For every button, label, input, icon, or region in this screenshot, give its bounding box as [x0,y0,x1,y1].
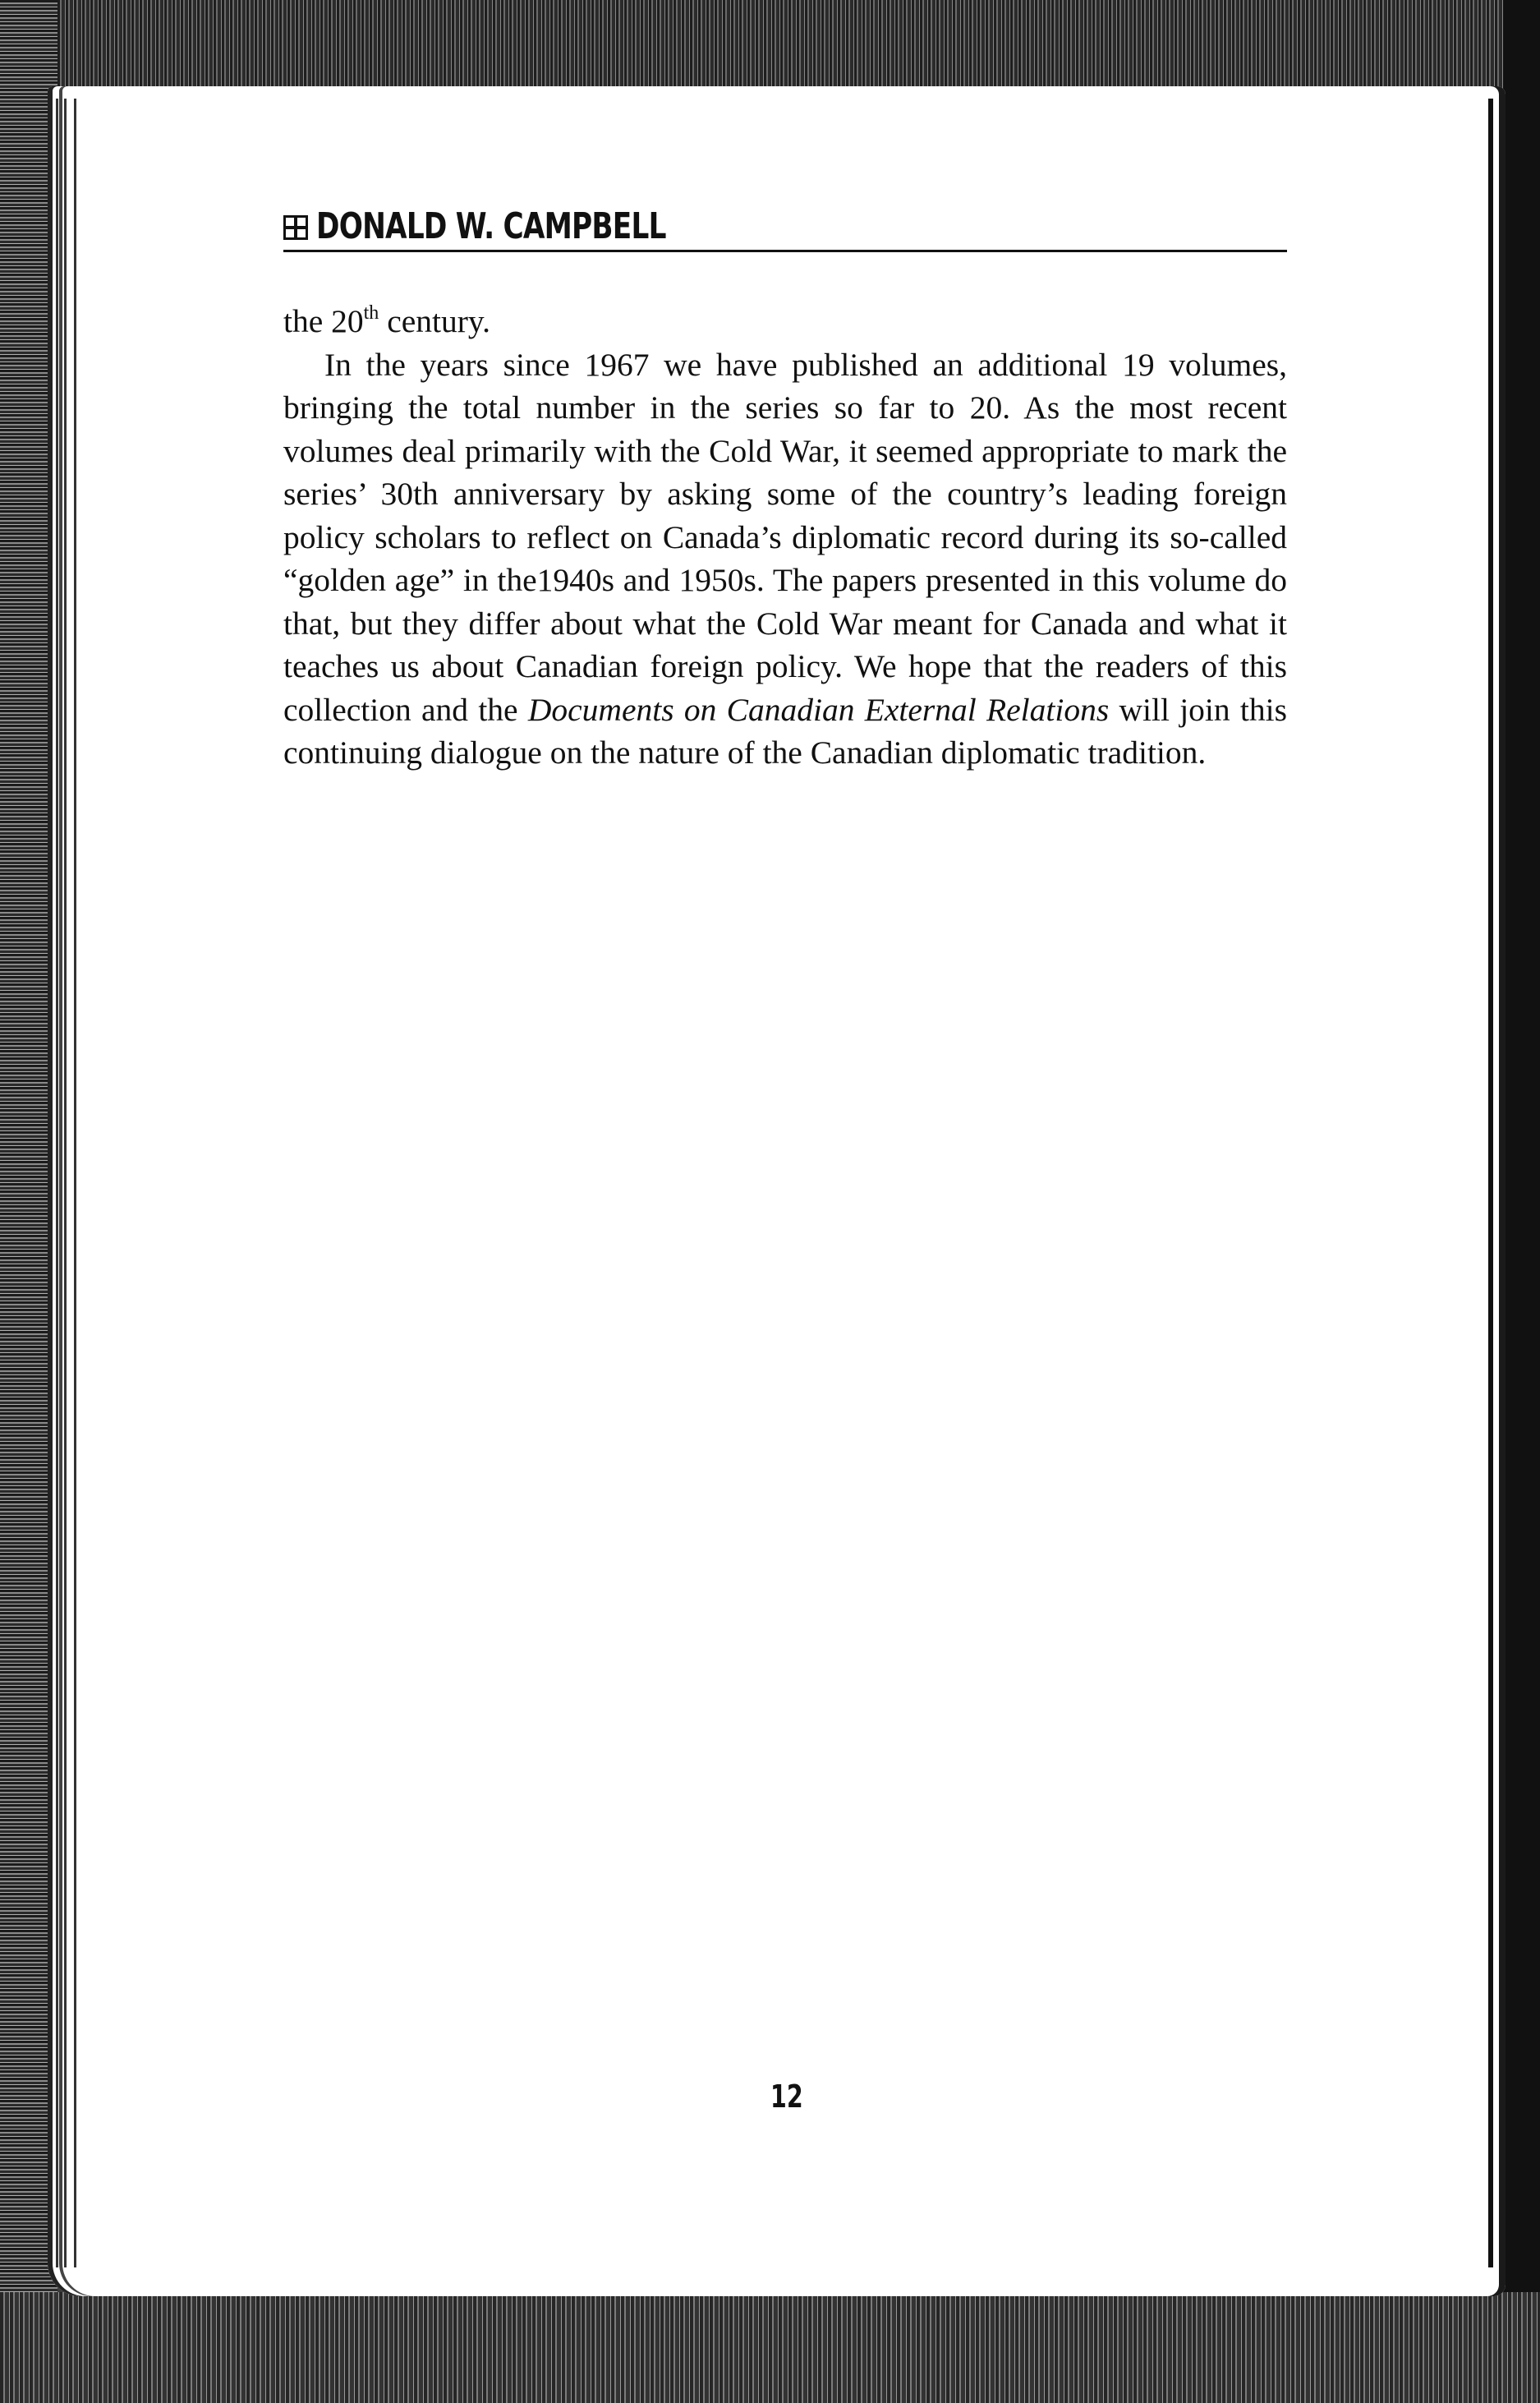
header-author: DONALD W. CAMPBELL [316,205,666,247]
text-run: In the years since 1967 we have published an additional 19 volumes, bringing the total number in the series so far to 20. As the most recent volumes deal primarily with the Cold War, it seemed appropriate to mark the series’ 30th anniversary by asking some of the country’s leading foreign policy scholars to reflect on Canada’s diplomatic record during its so-called “golden age” in the1940s and 1950s. The papers presented in this volume do that, but they differ about what the Cold War meant for Canada and what it teaches us about Canadian foreign policy. We hope that the readers of this collection and the [283,346,1287,728]
text-run: will join this continuing dialogue on the nature of the Canadian diplomatic tradition. [283,691,1287,771]
body-text [283,300,1287,775]
running-header [283,204,1287,252]
scan-border-right [1503,0,1540,2403]
page-number: 12 [770,2078,803,2115]
gutter-line [64,99,67,2267]
italic-title: Documents on Canadian External Relations [527,691,1110,728]
superscript: th [363,302,379,324]
text-run: the 20 [283,303,364,339]
square-cross-ornament-icon [283,215,308,240]
scan-border-top [0,0,1540,90]
gutter-line [1488,99,1493,2267]
text-run: century. [379,303,490,339]
gutter-line [56,99,58,2267]
scan-border-bottom [0,2292,1540,2403]
gutter-line [74,99,76,2267]
paragraph [283,343,1287,775]
paragraph-continuation [283,300,1287,343]
